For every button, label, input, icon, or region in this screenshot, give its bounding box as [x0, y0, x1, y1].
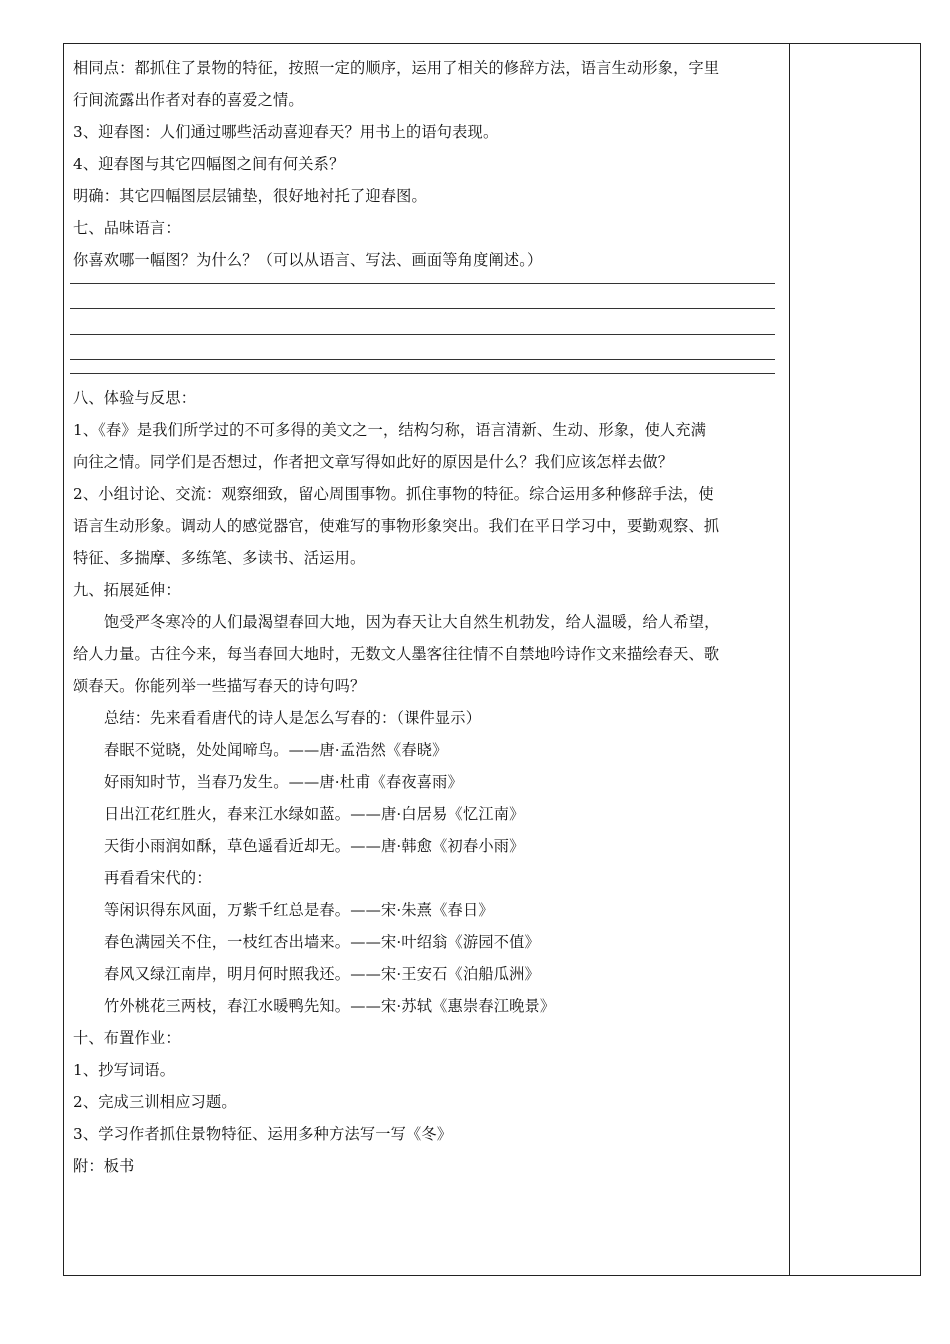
- reflection-2-line-3: 特征、多揣摩、多练笔、多读书、活运用。: [73, 549, 366, 567]
- answer-line: [70, 359, 775, 360]
- homework-1: 1、抄写词语。: [73, 1061, 176, 1079]
- summary-song-intro: 再看看宋代的：: [104, 869, 212, 887]
- extension-paragraph-line-3: 颂春天。你能列举一些描写春天的诗句吗？: [73, 677, 366, 695]
- poem-line: 日出江花红胜火，春来江水绿如蓝。——唐·白居易《忆江南》: [104, 805, 525, 823]
- homework-2: 2、完成三训相应习题。: [73, 1093, 237, 1111]
- answer-line: [70, 334, 775, 335]
- poem-line: 春眠不觉晓，处处闻啼鸟。——唐·孟浩然《春晓》: [104, 741, 448, 759]
- line-similarity-1: 相同点：都抓住了景物的特征，按照一定的顺序，运用了相关的修辞方法，语言生动形象，字里: [73, 59, 720, 77]
- line-similarity-2: 行间流露出作者对春的喜爱之情。: [73, 91, 304, 109]
- reflection-1-line-2: 向往之情。同学们是否想过，作者把文章写得如此好的原因是什么？我们应该怎样去做？: [73, 453, 674, 471]
- extension-paragraph-line-2: 给人力量。古往今来，每当春回大地时，无数文人墨客往往情不自禁地吟诗作文来描绘春天、歌: [73, 645, 720, 663]
- poem-line: 春色满园关不住，一枝红杏出墙来。——宋·叶绍翁《游园不值》: [104, 933, 540, 951]
- reflection-2-line-1: 2、小组讨论、交流：观察细致，留心周围事物。抓住事物的特征。综合运用多种修辞手法，使: [73, 485, 714, 503]
- answer-line: [70, 283, 775, 284]
- section-ten-heading: 十、布置作业：: [73, 1029, 181, 1047]
- line-spring-welcome-question: 3、迎春图：人们通过哪些活动喜迎春天？用书上的语句表现。: [73, 123, 499, 141]
- line-favorite-picture-question: 你喜欢哪一幅图？为什么？（可以从语言、写法、画面等角度阐述。）: [73, 251, 543, 269]
- answer-line: [70, 373, 775, 374]
- summary-tang-intro: 总结：先来看看唐代的诗人是怎么写春的：（课件显示）: [104, 709, 482, 727]
- appendix-board-note: 附：板书: [73, 1157, 135, 1175]
- document-content: [73, 52, 781, 1182]
- line-relationship-question: 4、迎春图与其它四幅图之间有何关系？: [73, 155, 345, 173]
- poem-line: 春风又绿江南岸，明月何时照我还。——宋·王安石《泊船瓜洲》: [104, 965, 540, 983]
- poem-line: 竹外桃花三两枝，春江水暖鸭先知。——宋·苏轼《惠崇春江晚景》: [104, 997, 556, 1015]
- section-eight-heading: 八、体验与反思：: [73, 389, 197, 407]
- answer-lines: [73, 278, 781, 372]
- poem-line: 天街小雨润如酥，草色遥看近却无。——唐·韩愈《初春小雨》: [104, 837, 525, 855]
- homework-3: 3、学习作者抓住景物特征、运用多种方法写一写《冬》: [73, 1125, 453, 1143]
- reflection-1-line-1: 1、《春》是我们所学过的不可多得的美文之一，结构匀称，语言清新、生动、形象，使人充满: [73, 421, 707, 439]
- poem-line: 好雨知时节，当春乃发生。——唐·杜甫《春夜喜雨》: [104, 773, 463, 791]
- section-nine-heading: 九、拓展延伸：: [73, 581, 181, 599]
- extension-paragraph-line-1: 饱受严冬寒冷的人们最渴望春回大地，因为春天让大自然生机勃发，给人温暖，给人希望，: [104, 613, 720, 631]
- poem-line: 等闲识得东风面，万紫千红总是春。——宋·朱熹《春日》: [104, 901, 494, 919]
- section-seven-heading: 七、品味语言：: [73, 219, 181, 237]
- line-clarification: 明确：其它四幅图层层铺垫，很好地衬托了迎春图。: [73, 187, 427, 205]
- reflection-2-line-2: 语言生动形象。调动人的感觉器官，使难写的事物形象突出。我们在平日学习中，要勤观察、抓: [73, 517, 720, 535]
- answer-line: [70, 308, 775, 309]
- right-column-divider: [789, 43, 790, 1276]
